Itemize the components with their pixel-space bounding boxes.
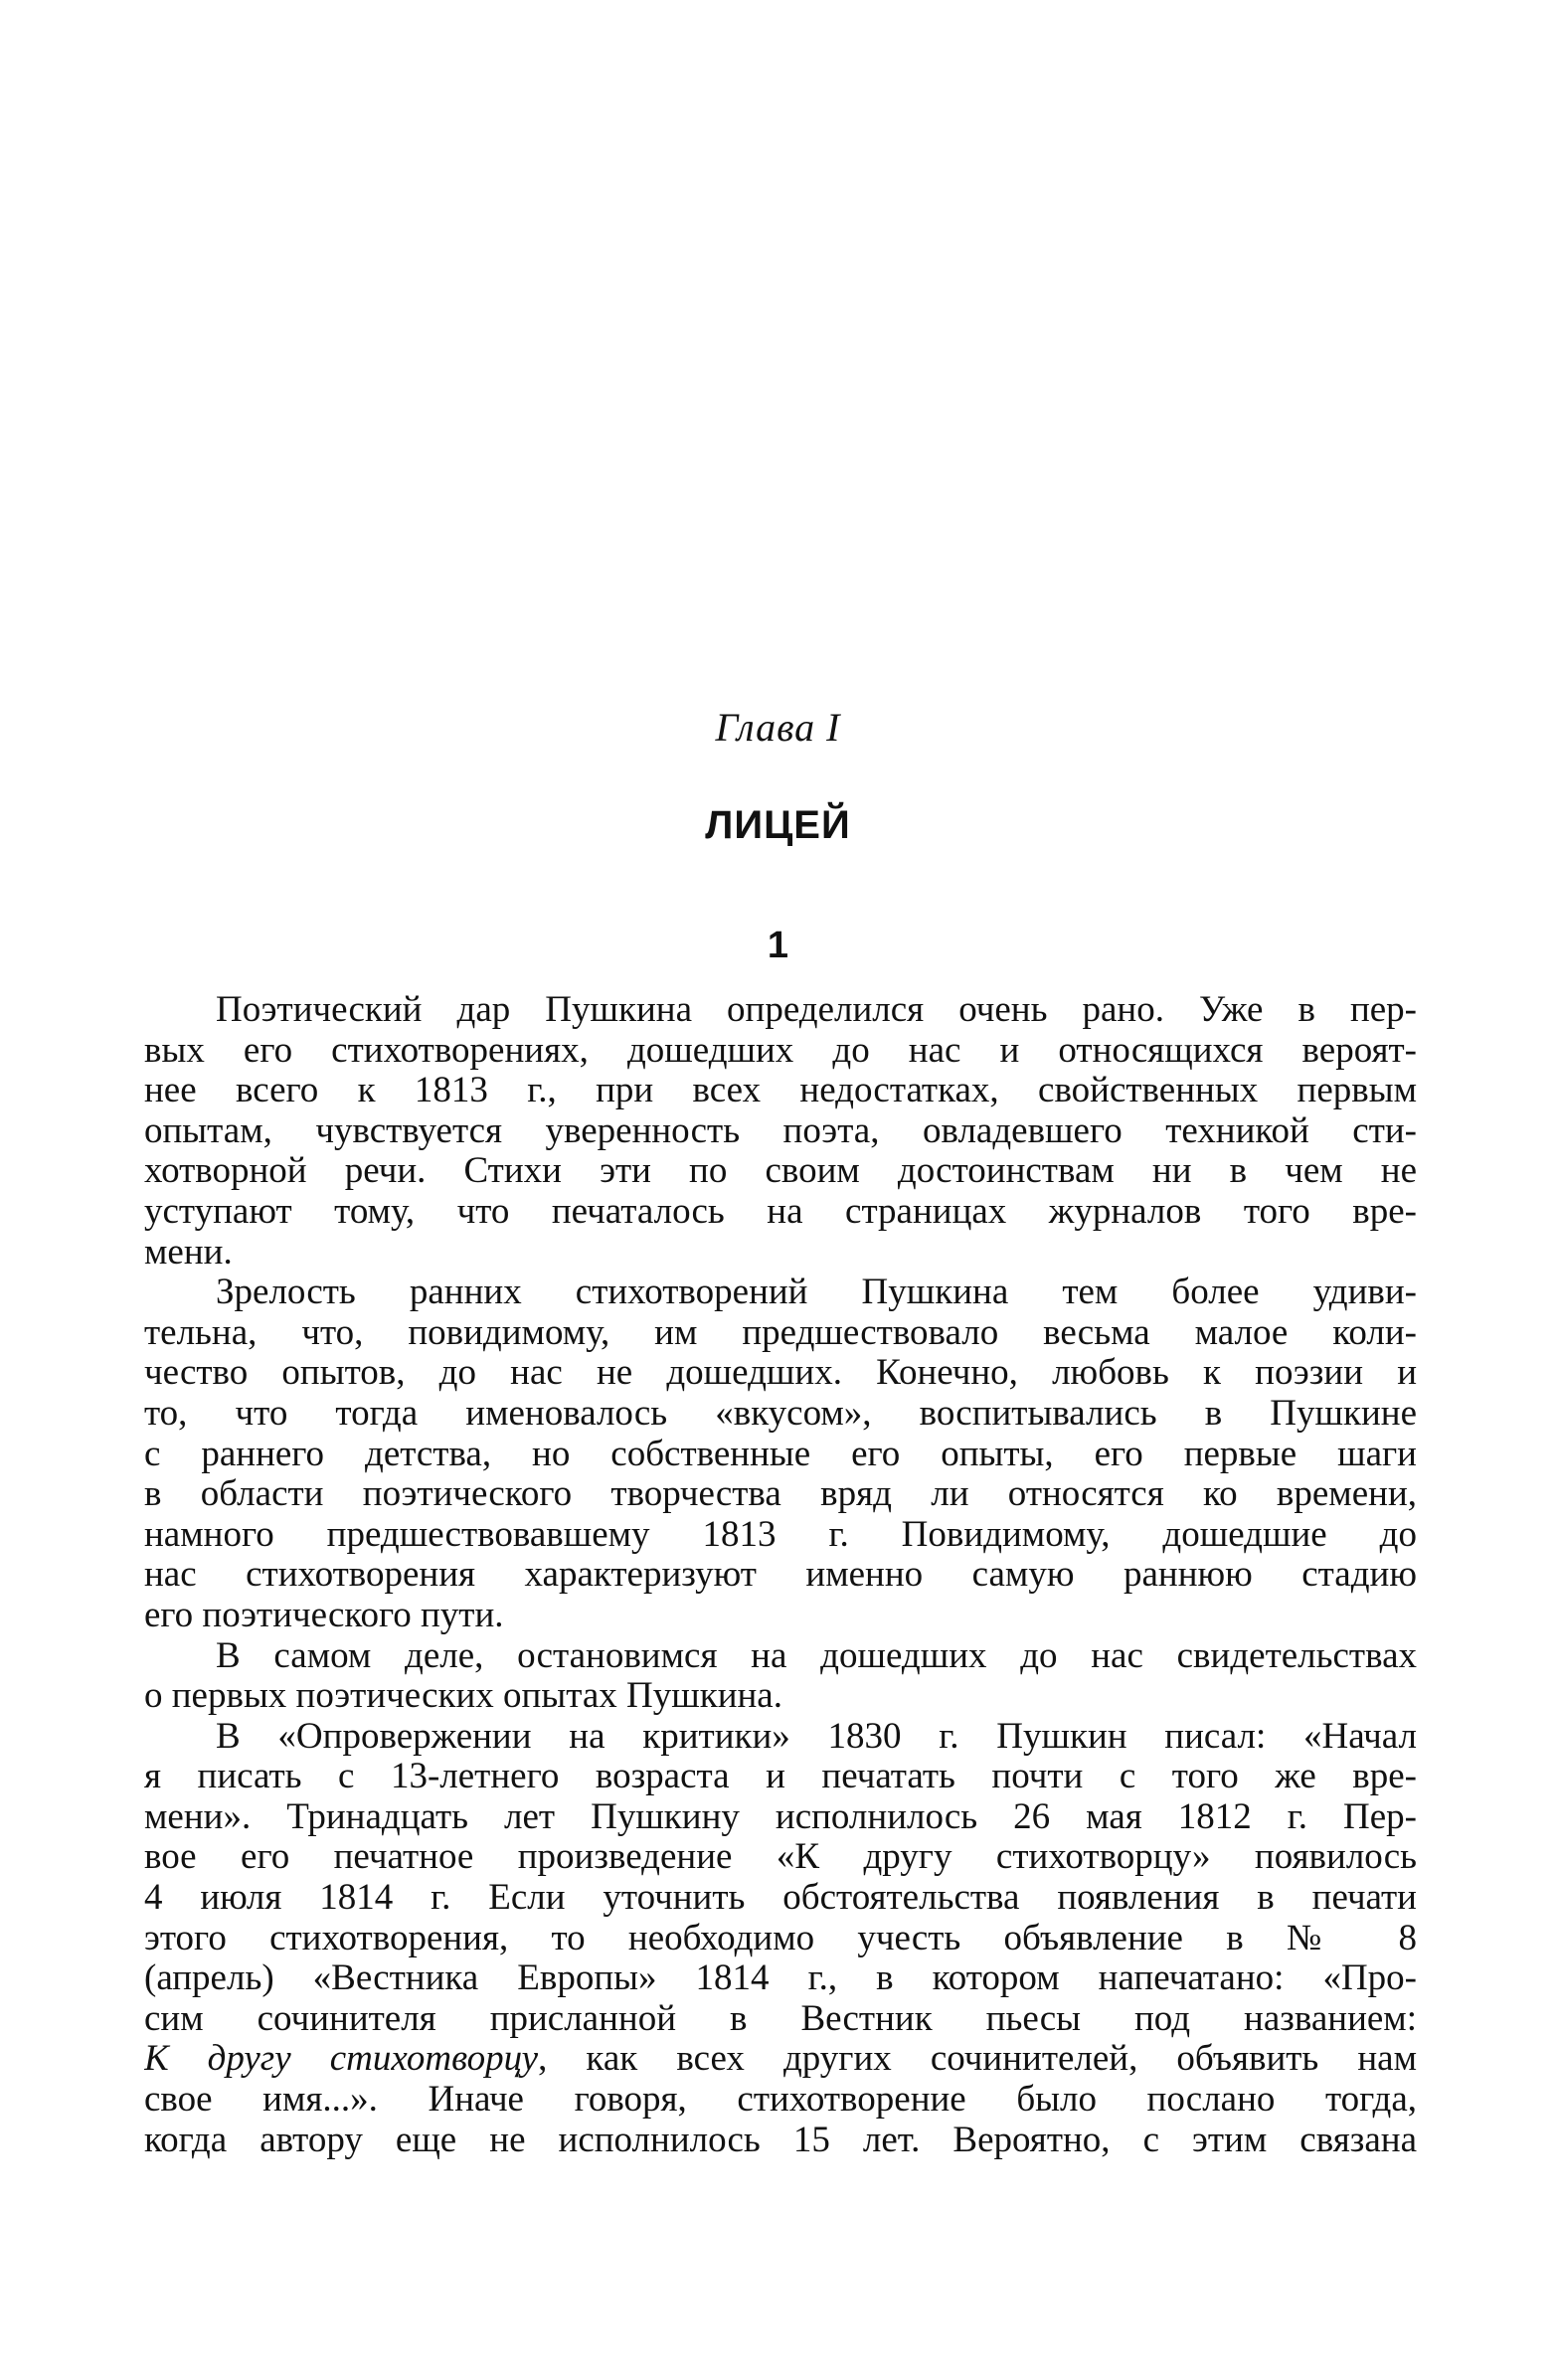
text-line: 4 июля 1814 г. Если уточнить обстоятельства появления в печати (144, 1878, 1417, 1919)
text-line: чество опытов, до нас не дошедших. Конечно, любовь к поэзии и (144, 1353, 1417, 1394)
text-line: сим сочинителя присланной в Вестник пьесы под названием: (144, 1998, 1417, 2039)
text-line: вых его стихотворениях, дошедших до нас и относящихся вероят- (144, 1030, 1417, 1071)
text-line: вое его печатное произведение «К другу стихотворцу» появилось (144, 1837, 1417, 1878)
italic-title: К другу стихотворцу (144, 2039, 539, 2080)
text-line: о первых поэтических опытах Пушкина. (144, 1676, 782, 1717)
text-line: хотворной речи. Стихи эти по своим достоинствам ни в чем не (144, 1151, 1417, 1192)
text-line: В «Опровержении на критики» 1830 г. Пушкин писал: «Начал (216, 1716, 1417, 1757)
text-line: его поэтического пути. (144, 1595, 504, 1635)
text-line: когда автору еще не исполнилось 15 лет. Вероятно, с этим связана (144, 2120, 1417, 2160)
text-line: В самом деле, остановимся на дошедших до нас свидетельствах (216, 1635, 1417, 1676)
text-line: своe имя...». Иначе говоря, стихотворение было послано тогда, (144, 2080, 1417, 2121)
text-line: нее всего к 1813 г., при всех недостатках, свойственных первым (144, 1071, 1417, 1111)
section-number: 1 (767, 925, 789, 966)
text-line: мени. (144, 1232, 233, 1273)
text-line: то, что тогда именовалось «вкусом», воспитывались в Пушкине (144, 1393, 1417, 1434)
text-line: в области поэтического творчества вряд ли относятся ко времени, (144, 1474, 1417, 1515)
text-line: мени». Тринадцать лет Пушкину исполнилось 26 мая 1812 г. Пер- (144, 1796, 1417, 1837)
text-line: нас стихотворения характеризуют именно самую раннюю стадию (144, 1555, 1417, 1596)
text-line: уступают тому, что печаталось на страницах журналов того вре- (144, 1191, 1417, 1232)
chapter-title: ЛИЦЕЙ (705, 803, 851, 847)
chapter-label: Глава I (715, 705, 841, 750)
body-text (144, 990, 1417, 2160)
text-line: намного предшествовавшему 1813 г. Повидимому, дошедшие до (144, 1514, 1417, 1555)
text-fragment: , как всех других сочинителей, объявить нам (538, 2039, 1417, 2080)
text-line: Зрелость ранних стихотворений Пушкина тем более удиви- (216, 1273, 1417, 1313)
text-line: я писать с 13-летнего возраста и печатать почти с того же вре- (144, 1757, 1417, 1797)
text-line: Поэтический дар Пушкина определился очень рано. Уже в пер- (216, 990, 1417, 1030)
text-line: тельна, что, повидимому, им предшествовало весьма малое коли- (144, 1312, 1417, 1353)
text-line: (апрель) «Вестника Европы» 1814 г., в котором напечатано: «Про- (144, 1958, 1417, 1999)
text-line: этого стихотворения, то необходимо учесть объявление в № 8 (144, 1918, 1417, 1958)
text-line: опытам, чувствуется уверенность поэта, овладевшего техникой сти- (144, 1110, 1417, 1151)
text-line: с раннего детства, но собственные его опыты, его первые шаги (144, 1434, 1417, 1474)
text-line-with-italic (144, 2039, 1417, 2080)
